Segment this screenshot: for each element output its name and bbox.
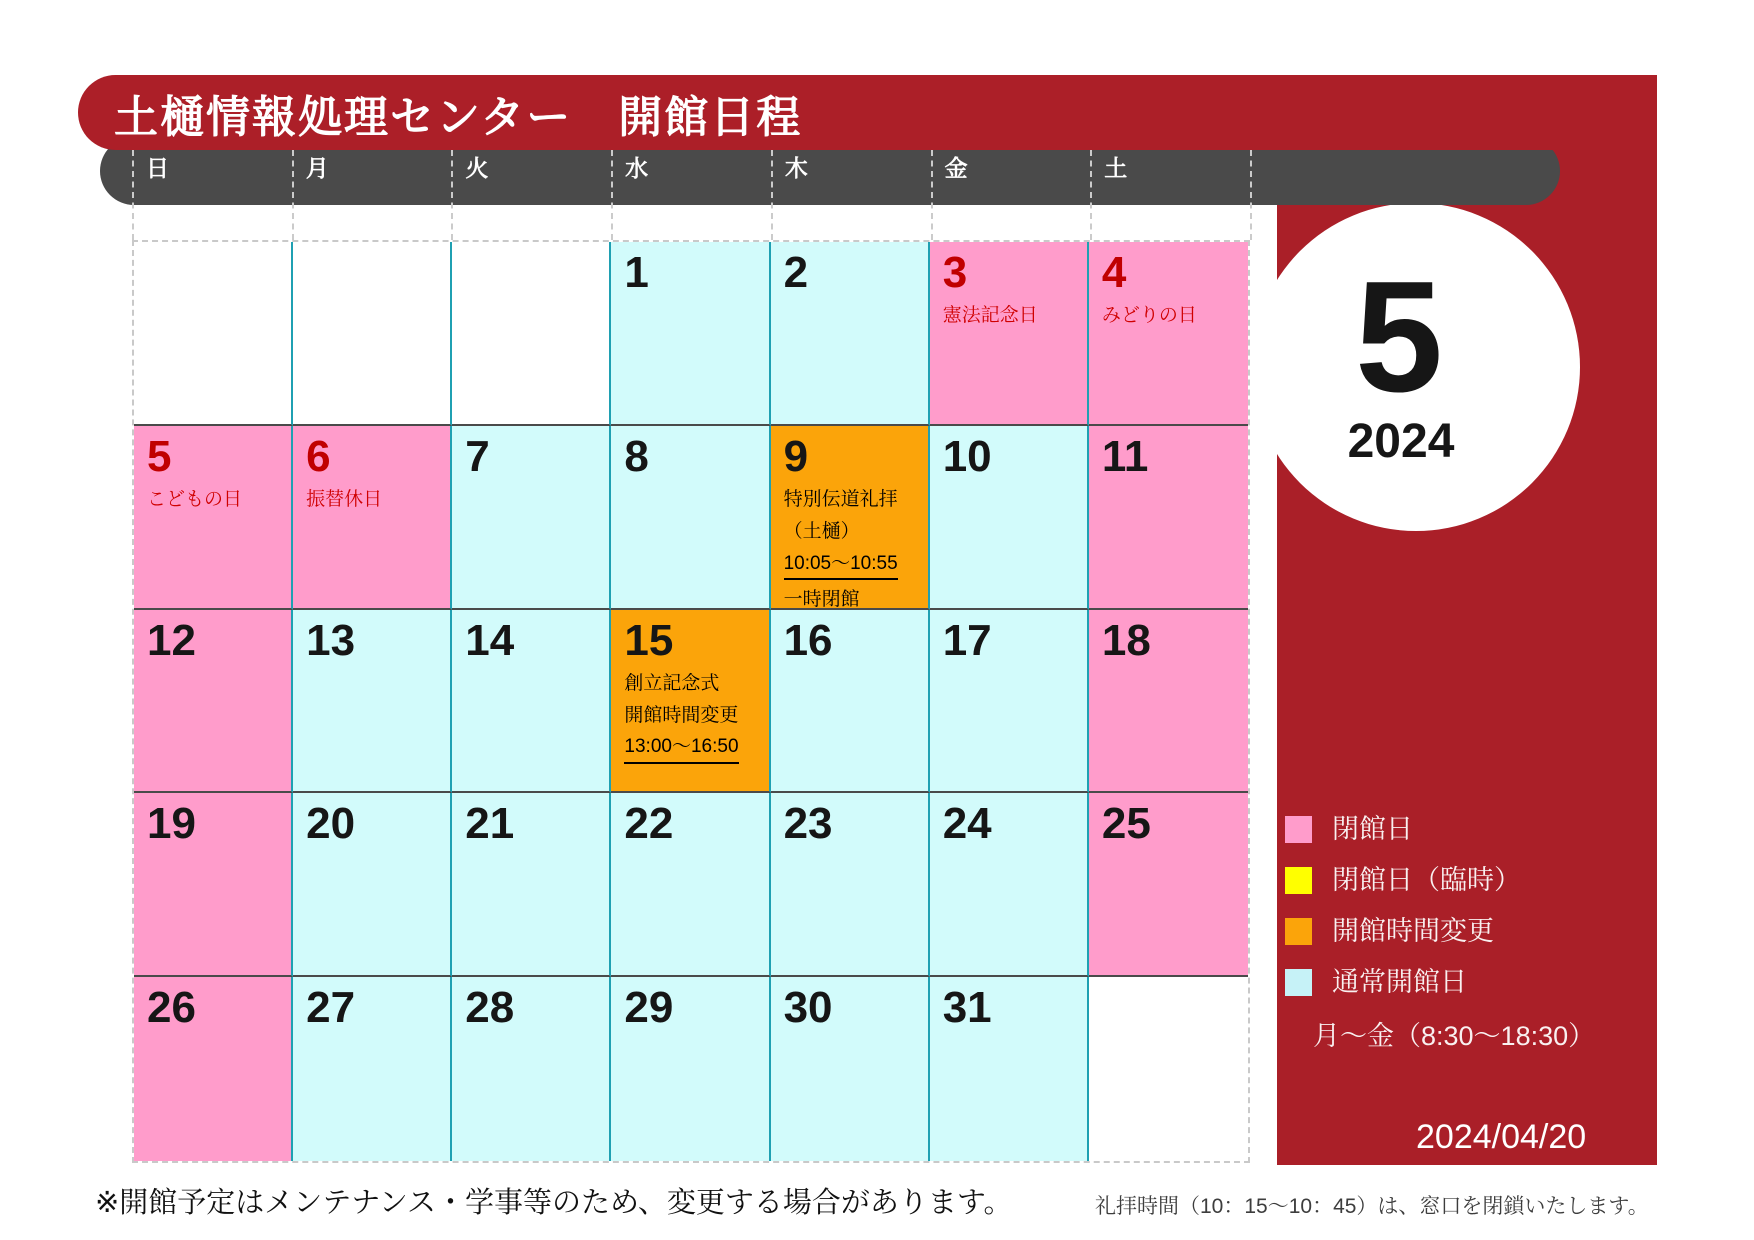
calendar-cell-5 <box>134 426 293 610</box>
day-number: 25 <box>1101 799 1151 849</box>
day-number: 26 <box>147 983 196 1033</box>
calendar-cell-empty <box>452 242 611 426</box>
calendar-cell-14 <box>452 610 611 794</box>
day-number: 31 <box>942 983 992 1033</box>
calendar-cell-1 <box>611 242 770 426</box>
month-year: 2024 <box>1347 415 1455 469</box>
day-note: （土樋） <box>783 520 860 542</box>
day-note: 開館時間変更 <box>624 704 739 726</box>
calendar-cell-22 <box>611 793 770 977</box>
day-number: 12 <box>147 615 196 665</box>
day-number: 13 <box>306 615 356 665</box>
calendar-cell-20 <box>293 793 452 977</box>
calendar-cell-7 <box>452 426 611 610</box>
day-number: 4 <box>1101 248 1127 297</box>
day-number: 11 <box>1101 431 1149 481</box>
legend-label-open: 通常開館日 <box>1332 967 1467 997</box>
legend <box>1285 816 1521 1020</box>
calendar-cell-13 <box>293 610 452 794</box>
day-number: 30 <box>783 983 833 1033</box>
calendar-cell-empty <box>293 242 452 426</box>
day-number: 14 <box>465 615 515 665</box>
legend-item-closed <box>1285 816 1521 843</box>
legend-swatch-closed <box>1285 816 1312 843</box>
calendar-cell-27 <box>293 977 452 1161</box>
day-number: 21 <box>465 799 515 849</box>
month-badge <box>1252 203 1580 531</box>
column-dashed-line <box>1250 150 1252 240</box>
day-note: こどもの日 <box>147 488 243 510</box>
calendar-cell-15 <box>611 610 770 794</box>
column-dashed-line <box>771 150 773 240</box>
calendar-cell-21 <box>452 793 611 977</box>
footnote-right: 礼拝時間（10：15～10：45）は、窓口を閉鎖いたします。 <box>1095 1195 1649 1218</box>
legend-item-changed <box>1285 918 1521 945</box>
day-number: 5 <box>147 431 172 481</box>
day-number: 27 <box>306 983 356 1033</box>
legend-label-temp_closed: 閉館日（臨時） <box>1332 865 1521 895</box>
day-number: 29 <box>624 983 674 1033</box>
weekday-label-3: 水 <box>625 155 649 181</box>
calendar-cell-empty <box>134 242 293 426</box>
calendar-cell-31 <box>930 977 1089 1161</box>
calendar-cell-29 <box>611 977 770 1161</box>
calendar-cell-9 <box>771 426 930 610</box>
calendar-cell-11 <box>1089 426 1248 610</box>
weekday-label-1: 月 <box>305 155 329 181</box>
day-number: 3 <box>942 248 968 297</box>
day-number: 23 <box>783 799 833 849</box>
day-note: 創立記念式 <box>624 672 720 694</box>
page-title: 土樋情報処理センター 開館日程 <box>114 92 803 142</box>
calendar-cell-12 <box>134 610 293 794</box>
calendar-cell-8 <box>611 426 770 610</box>
day-number: 9 <box>783 431 809 481</box>
weekday-label-4: 木 <box>784 155 808 181</box>
day-number: 18 <box>1101 615 1151 665</box>
column-dashed-line <box>1090 150 1092 240</box>
calendar-cell-6 <box>293 426 452 610</box>
calendar-cell-28 <box>452 977 611 1161</box>
calendar-cell-10 <box>930 426 1089 610</box>
calendar-cell-23 <box>771 793 930 977</box>
legend-swatch-changed <box>1285 918 1312 945</box>
day-number: 1 <box>624 248 649 297</box>
day-note: 憲法記念日 <box>942 305 1038 327</box>
column-dashed-line <box>931 150 933 240</box>
column-dashed-line <box>611 150 613 240</box>
day-number: 16 <box>783 615 833 665</box>
weekday-label-5: 金 <box>944 155 968 181</box>
day-number: 20 <box>306 799 356 849</box>
calendar-cell-26 <box>134 977 293 1161</box>
calendar-cell-2 <box>771 242 930 426</box>
calendar-cell-16 <box>771 610 930 794</box>
legend-label-changed: 開館時間変更 <box>1332 916 1494 946</box>
day-number: 15 <box>624 615 674 665</box>
legend-label-closed: 閉館日 <box>1332 814 1413 844</box>
column-dashed-line <box>132 150 134 240</box>
footnote-left: ※開館予定はメンテナンス・学事等のため、変更する場合があります。 <box>95 1187 1013 1219</box>
day-number: 8 <box>624 431 649 481</box>
day-number: 10 <box>942 431 992 481</box>
weekday-label-0: 日 <box>146 155 169 181</box>
day-number: 7 <box>465 431 490 481</box>
calendar-cell-17 <box>930 610 1089 794</box>
day-number: 6 <box>306 431 331 481</box>
calendar-cell-24 <box>930 793 1089 977</box>
calendar-cell-18 <box>1089 610 1248 794</box>
day-number: 19 <box>147 799 196 849</box>
legend-swatch-temp_closed <box>1285 867 1312 894</box>
day-note: みどりの日 <box>1101 305 1197 327</box>
weekday-label-6: 土 <box>1104 155 1128 181</box>
calendar-cell-4 <box>1089 242 1248 426</box>
day-number: 2 <box>783 248 809 297</box>
title-banner <box>78 75 1657 150</box>
calendar-cell-25 <box>1089 793 1248 977</box>
day-number: 22 <box>624 799 674 849</box>
day-number: 24 <box>942 799 992 849</box>
column-dashed-line <box>451 150 453 240</box>
calendar-cell-30 <box>771 977 930 1161</box>
legend-item-temp_closed <box>1285 867 1521 894</box>
month-number: 5 <box>1355 248 1443 425</box>
calendar-cell-empty <box>1089 977 1248 1161</box>
day-note: 特別伝道礼拝 <box>783 488 898 510</box>
day-note: 振替休日 <box>306 488 383 510</box>
day-note: 一時閉館 <box>784 589 928 609</box>
day-number: 28 <box>465 983 515 1033</box>
column-dashed-line <box>292 150 294 240</box>
weekday-label-2: 火 <box>465 155 489 181</box>
legend-swatch-open <box>1285 969 1312 996</box>
day-note: 13:00～16:50 <box>624 736 768 764</box>
day-number: 17 <box>942 615 992 665</box>
calendar-grid <box>132 240 1250 1163</box>
calendar-cell-19 <box>134 793 293 977</box>
legend-item-open <box>1285 969 1521 996</box>
calendar-cell-3 <box>930 242 1089 426</box>
day-note: 10:05～10:55 <box>784 553 928 581</box>
legend-hours-note: 月～金（8:30～18:30） <box>1313 1021 1596 1051</box>
updated-date: 2024/04/20 <box>1416 1118 1587 1156</box>
